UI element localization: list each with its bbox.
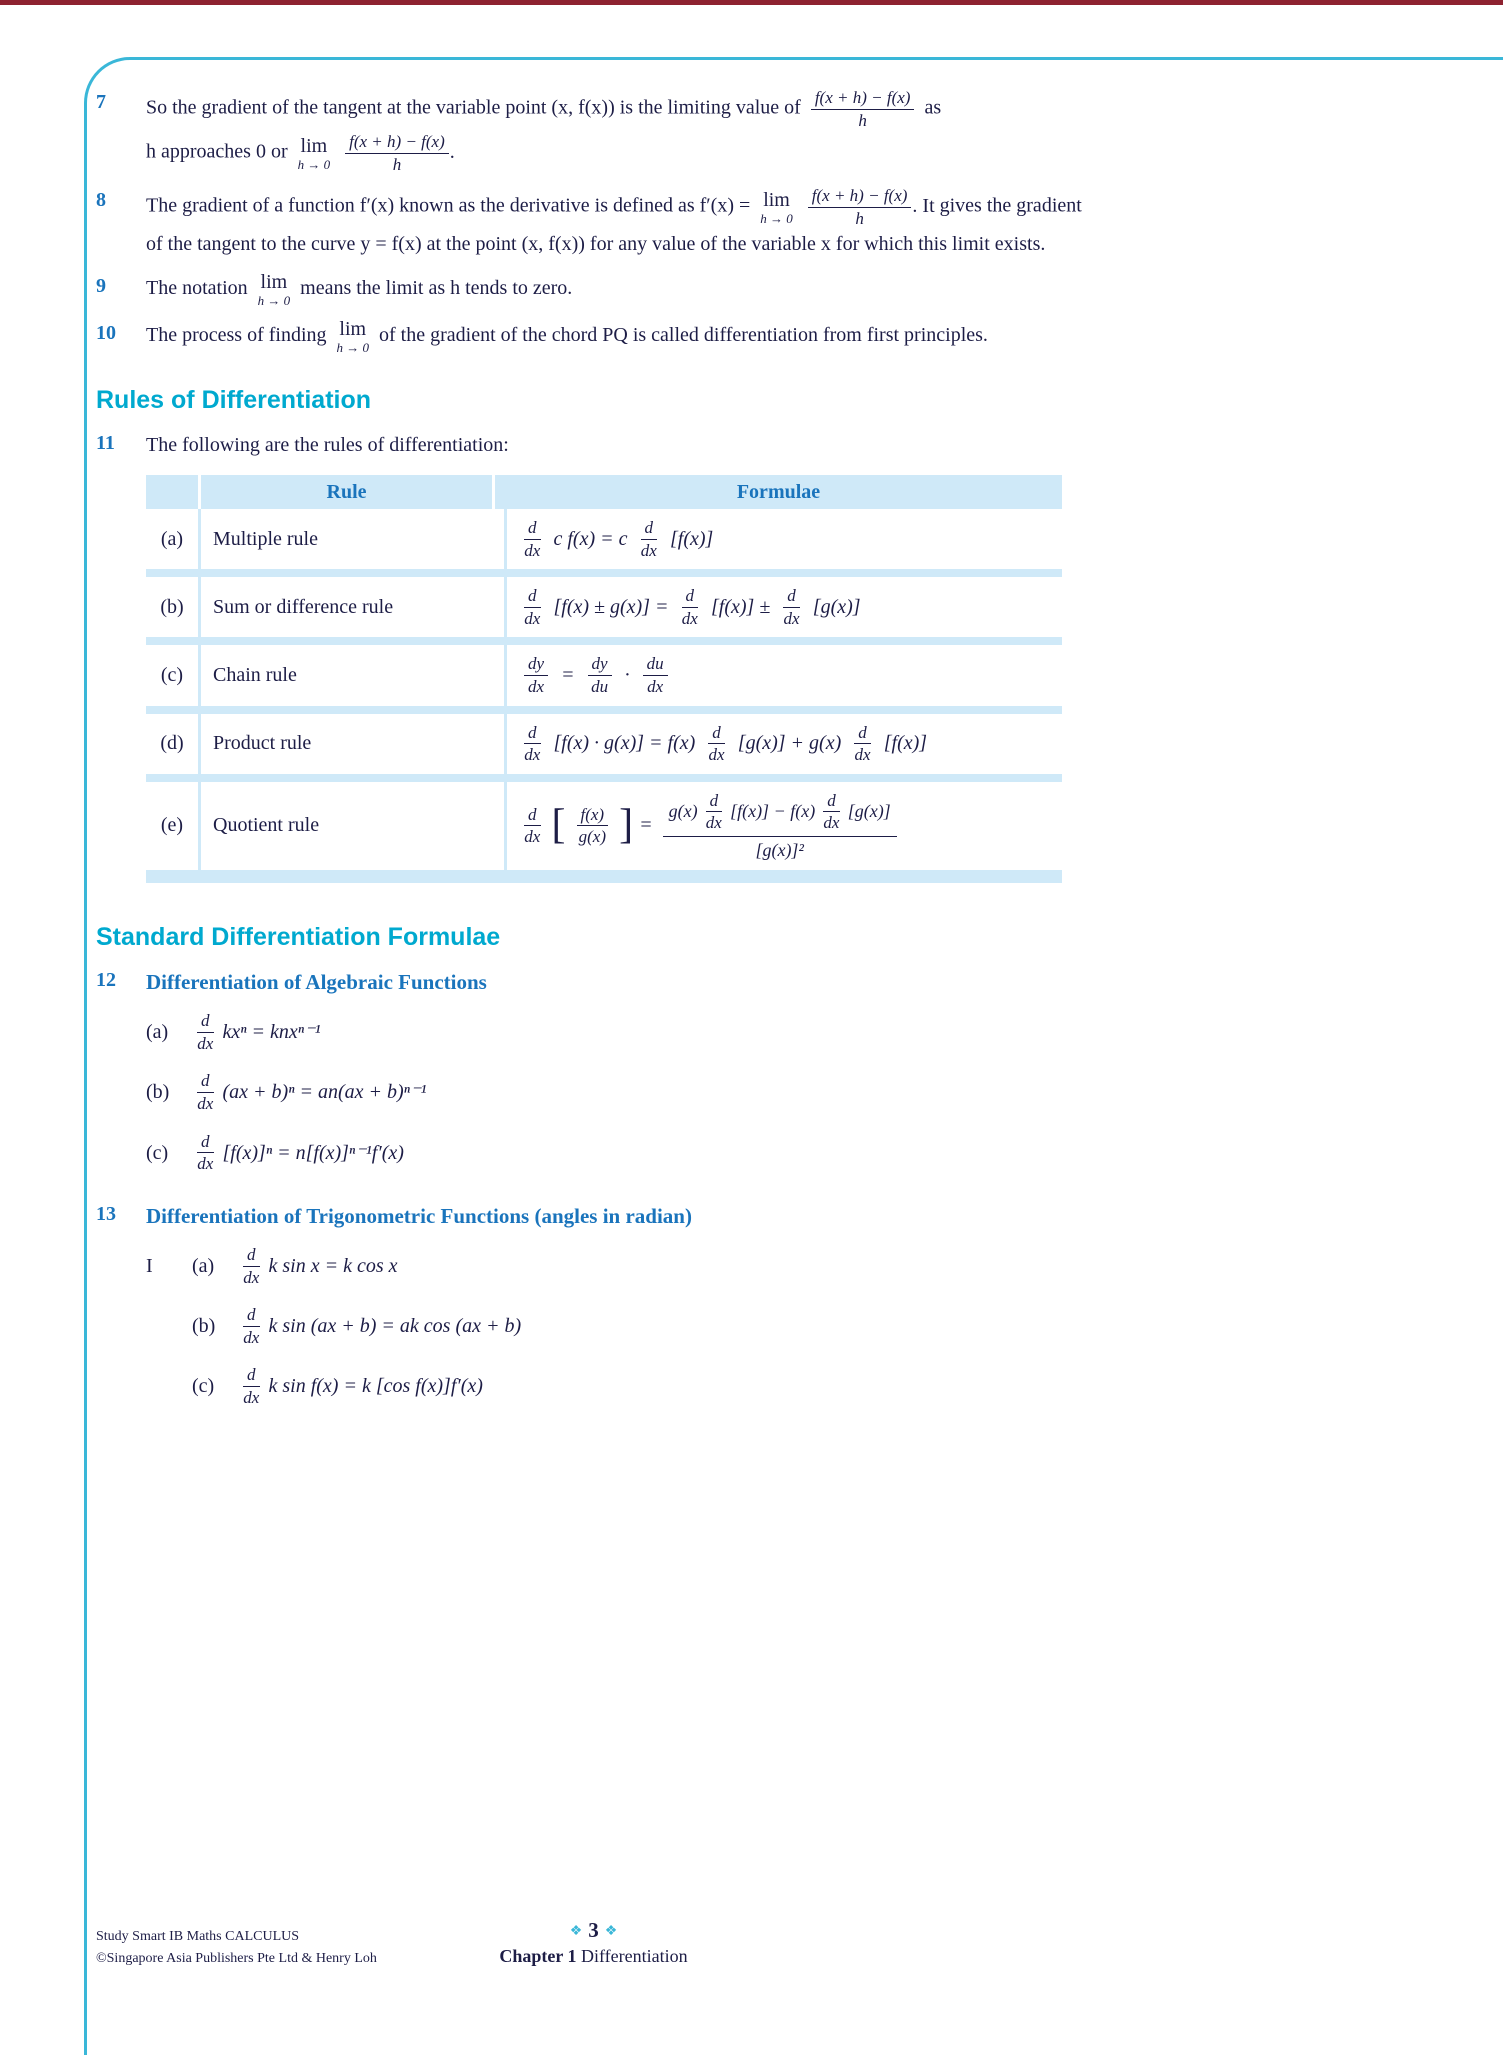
lim-subscript: h → 0 <box>257 293 291 309</box>
book-title: Study Smart IB Maths CALCULUS <box>96 1929 300 1944</box>
formula-letter: (b) <box>192 1315 216 1338</box>
fraction <box>823 791 840 833</box>
rule-name: Quotient rule <box>198 782 504 870</box>
fraction <box>197 1132 214 1174</box>
big-fraction-denominator: [g(x)]² <box>755 839 804 860</box>
item-body <box>146 272 1091 309</box>
fraction <box>345 132 449 174</box>
fraction-numerator: d <box>524 723 541 745</box>
formula <box>519 518 713 560</box>
diamond-icon: ❖ <box>604 1924 618 1939</box>
math-text: [f(x) · g(x)] = f(x) <box>553 732 696 755</box>
math-text: k sin f(x) = k [cos f(x)]f′(x) <box>268 1375 483 1398</box>
fraction-numerator: f(x + h) − f(x) <box>345 132 449 154</box>
fraction <box>524 723 541 765</box>
rule-name: Product rule <box>198 714 504 774</box>
fraction-denominator: dx <box>708 745 725 765</box>
rule-name: Chain rule <box>198 645 504 705</box>
list-item-11 <box>96 429 1091 463</box>
formula-letter: (b) <box>146 1081 170 1104</box>
row-separator <box>146 637 1062 645</box>
text: The gradient of a function f′(x) known as the derivative is defined as f′(x) = <box>146 194 751 217</box>
big-fraction-numerator <box>663 791 897 837</box>
page-number: 3 <box>588 1918 599 1942</box>
fraction <box>524 586 541 628</box>
rule-formula <box>504 782 1062 870</box>
paragraph <box>146 272 1091 307</box>
fraction-denominator: h <box>392 154 402 174</box>
fraction-denominator: dx <box>524 540 541 560</box>
formula <box>519 791 899 861</box>
fraction <box>588 654 612 696</box>
big-fraction <box>663 791 897 861</box>
formula-line <box>146 1071 1091 1113</box>
fraction-numerator: d <box>524 518 541 540</box>
subsection-title: Differentiation of Algebraic Functions <box>146 969 487 994</box>
list-item-12 <box>96 966 1091 1192</box>
row-letter: (d) <box>160 732 184 755</box>
fraction <box>854 723 871 765</box>
math-text: kxⁿ = knxⁿ⁻¹ <box>222 1021 321 1044</box>
math-text: [g(x)] + g(x) <box>737 732 842 755</box>
item-body <box>146 1200 1091 1426</box>
math-text: [f(x) ± g(x)] = <box>553 595 669 618</box>
fraction-numerator: d <box>783 586 800 608</box>
fraction-denominator: dx <box>823 813 840 833</box>
fraction-numerator: d <box>823 791 840 813</box>
math-text: [f(x)]ⁿ = n[f(x)]ⁿ⁻¹f′(x) <box>222 1141 404 1164</box>
chapter-line <box>96 1946 1091 1967</box>
fraction-numerator: d <box>524 805 541 827</box>
math-text: [f(x)] <box>670 527 714 550</box>
text: . <box>449 140 455 163</box>
item-body <box>146 319 1091 356</box>
math-text: [f(x)] ± <box>711 595 771 618</box>
fraction-denominator: dx <box>197 1033 214 1053</box>
section-heading-standard: Standard Differentiation Formulae <box>96 922 501 951</box>
formula-line <box>146 1132 1091 1174</box>
fraction <box>243 1245 260 1287</box>
fraction-denominator: dx <box>243 1387 260 1407</box>
math-text: k sin (ax + b) = ak cos (ax + b) <box>268 1315 522 1338</box>
paragraph <box>146 132 1091 174</box>
lim-subscript: h → 0 <box>297 156 331 172</box>
math-text: c f(x) = c <box>553 527 628 550</box>
item-number: 7 <box>96 91 106 113</box>
item-number: 10 <box>96 322 116 345</box>
text: The process of finding <box>146 324 327 347</box>
formula-line <box>192 1305 1091 1347</box>
fraction-denominator: dx <box>197 1093 214 1113</box>
diamond-icon: ❖ <box>569 1924 583 1939</box>
fraction <box>197 1011 214 1053</box>
copyright: ©Singapore Asia Publishers Pte Ltd & Henry Loh <box>96 1950 377 1966</box>
table-row <box>146 509 1062 569</box>
item-number: 11 <box>96 432 115 455</box>
table-bottom-bar <box>146 870 1062 883</box>
row-separator <box>146 774 1062 782</box>
fraction <box>706 791 723 833</box>
rule-formula <box>504 714 1062 774</box>
header-letter-cell <box>146 475 198 509</box>
limit-notation <box>337 319 370 354</box>
formula-line <box>192 1365 1091 1407</box>
item-body <box>146 88 1091 176</box>
fraction-denominator: h <box>855 208 864 228</box>
fraction-denominator: dx <box>524 608 541 628</box>
fraction-denominator: dx <box>681 608 698 628</box>
item-number: 12 <box>96 968 116 991</box>
fraction-denominator: dx <box>640 540 657 560</box>
formula <box>519 723 927 765</box>
paragraph <box>146 186 1091 260</box>
rule-formula <box>504 577 1062 637</box>
fraction-denominator: dx <box>243 1267 260 1287</box>
lim-label: lim <box>260 271 288 294</box>
item-body <box>146 966 1091 1192</box>
page-content <box>96 88 1091 1426</box>
fraction-numerator: d <box>243 1305 260 1327</box>
math-text: = <box>561 664 575 687</box>
left-bracket: [ <box>551 801 566 848</box>
section-heading-rules: Rules of Differentiation <box>96 386 372 415</box>
item-body <box>146 186 1091 262</box>
limit-notation <box>298 136 331 171</box>
fraction-numerator: f(x + h) − f(x) <box>811 88 915 110</box>
fraction-numerator: d <box>641 518 658 540</box>
fraction <box>708 723 725 765</box>
fraction-numerator: d <box>524 586 541 608</box>
fraction <box>524 518 541 560</box>
paragraph <box>146 88 1091 130</box>
table-row <box>146 577 1062 637</box>
math-text: [g(x)] <box>812 595 861 618</box>
fraction-numerator: f(x) <box>577 805 609 827</box>
row-separator <box>146 706 1062 714</box>
fraction-numerator: d <box>197 1011 214 1033</box>
list-item-8 <box>96 186 1091 262</box>
limit-notation <box>258 272 291 307</box>
fraction-denominator: dx <box>783 608 800 628</box>
chapter-label: Chapter 1 <box>499 1946 577 1966</box>
table-row <box>146 782 1062 870</box>
text: . It <box>912 194 935 217</box>
row-separator <box>146 569 1062 577</box>
text: The notation <box>146 277 248 300</box>
fraction <box>641 518 658 560</box>
fraction <box>682 586 699 628</box>
lim-label: lim <box>763 188 790 211</box>
formula-letter: (c) <box>192 1375 215 1398</box>
fraction-numerator: d <box>197 1132 214 1154</box>
math-text: g(x) <box>668 801 698 822</box>
math-text: · <box>624 664 630 687</box>
fraction-denominator: dx <box>528 677 545 697</box>
fraction-numerator: d <box>854 723 871 745</box>
fraction <box>524 654 548 696</box>
limit-notation <box>760 190 793 225</box>
formula <box>519 654 673 696</box>
fraction <box>524 805 541 847</box>
fraction-numerator: d <box>243 1365 260 1387</box>
table-header <box>146 475 1062 509</box>
top-accent-line <box>0 0 1503 5</box>
math-text: = <box>639 814 653 837</box>
chapter-title: Differentiation <box>581 1946 688 1966</box>
rule-formula <box>504 509 1062 569</box>
item-body <box>146 429 1091 463</box>
lim-subscript: h → 0 <box>760 210 793 226</box>
formula-letter: (a) <box>146 1021 169 1044</box>
formula-letter: (a) <box>192 1255 215 1278</box>
paragraph: The following are the rules of differentiation: <box>146 434 509 457</box>
text: as <box>924 96 942 119</box>
text: gives the gradient of the tangent to the curve y = f(x) at the point (x, f(x)) for any value of the variable x for which this limit exists. <box>146 194 1082 256</box>
math-text: (ax + b)ⁿ = an(ax + b)ⁿ⁻¹ <box>222 1081 427 1104</box>
math-text: [g(x)] <box>847 801 891 822</box>
fraction-numerator: dy <box>588 654 612 676</box>
fraction <box>783 586 800 628</box>
math-text: [f(x)] − f(x) <box>730 801 816 822</box>
fraction <box>243 1365 260 1407</box>
fraction-denominator: du <box>591 677 609 697</box>
fraction-denominator: dx <box>524 827 541 847</box>
item-number: 9 <box>96 275 106 298</box>
list-item-13 <box>96 1200 1091 1426</box>
fraction <box>811 88 915 130</box>
text: means the limit as h tends to zero. <box>300 277 573 300</box>
fraction-denominator: h <box>858 110 867 130</box>
fraction-denominator: dx <box>197 1154 214 1174</box>
paragraph <box>146 319 1091 354</box>
formula <box>519 586 861 628</box>
text: of the gradient of the chord PQ is called differentiation from first principles. <box>379 324 988 347</box>
text: So the gradient of the tangent at the variable point (x, f(x)) is the limiting value of <box>146 96 801 119</box>
fraction-denominator: dx <box>705 813 722 833</box>
roman-numeral: I <box>146 1255 153 1278</box>
fraction-numerator: d <box>706 791 723 813</box>
fraction-denominator: dx <box>647 677 664 697</box>
fraction-denominator: dx <box>524 745 541 765</box>
list-item-9 <box>96 272 1091 309</box>
fraction-numerator: f(x + h) − f(x) <box>808 186 912 208</box>
list-item-7 <box>96 88 1091 176</box>
fraction-denominator: g(x) <box>578 827 606 847</box>
text: h approaches 0 or <box>146 140 288 163</box>
row-letter: (c) <box>160 664 184 687</box>
item-number: 8 <box>96 189 106 212</box>
fraction-numerator: d <box>197 1071 214 1093</box>
formula-letter: (c) <box>146 1141 169 1164</box>
list-item-10 <box>96 319 1091 356</box>
table-row <box>146 714 1062 774</box>
fraction <box>577 805 609 847</box>
fraction-numerator: d <box>708 723 725 745</box>
table-row <box>146 645 1062 705</box>
right-bracket: ] <box>619 801 634 848</box>
fraction-numerator: d <box>243 1245 260 1267</box>
fraction <box>243 1305 260 1347</box>
lim-label: lim <box>300 134 328 157</box>
page-number-row <box>96 1918 1091 1943</box>
lim-label: lim <box>339 318 367 341</box>
subsection-title: Differentiation of Trigonometric Functions (angles in radian) <box>146 1203 692 1228</box>
lim-subscript: h → 0 <box>336 340 370 356</box>
row-letter: (e) <box>160 814 184 837</box>
rule-name: Multiple rule <box>198 509 504 569</box>
row-letter: (a) <box>160 527 184 550</box>
header-formulae: Formulae <box>495 475 1062 509</box>
fraction-denominator: dx <box>854 745 871 765</box>
formula-line <box>146 1011 1091 1053</box>
fraction-numerator: dy <box>524 654 548 676</box>
header-rule: Rule <box>201 475 492 509</box>
row-letter: (b) <box>160 595 184 618</box>
fraction-denominator: dx <box>243 1327 260 1347</box>
footer-center <box>96 1918 1091 1967</box>
fraction-numerator: du <box>643 654 668 676</box>
fraction <box>808 186 912 228</box>
rule-name: Sum or difference rule <box>198 577 504 637</box>
rule-formula <box>504 645 1062 705</box>
math-text: [f(x)] <box>883 732 928 755</box>
rules-table <box>146 475 1062 882</box>
formula-line <box>146 1245 1091 1287</box>
fraction <box>197 1071 214 1113</box>
item-number: 13 <box>96 1202 116 1225</box>
fraction-numerator: d <box>682 586 699 608</box>
fraction <box>643 654 668 696</box>
math-text: k sin x = k cos x <box>268 1255 398 1278</box>
